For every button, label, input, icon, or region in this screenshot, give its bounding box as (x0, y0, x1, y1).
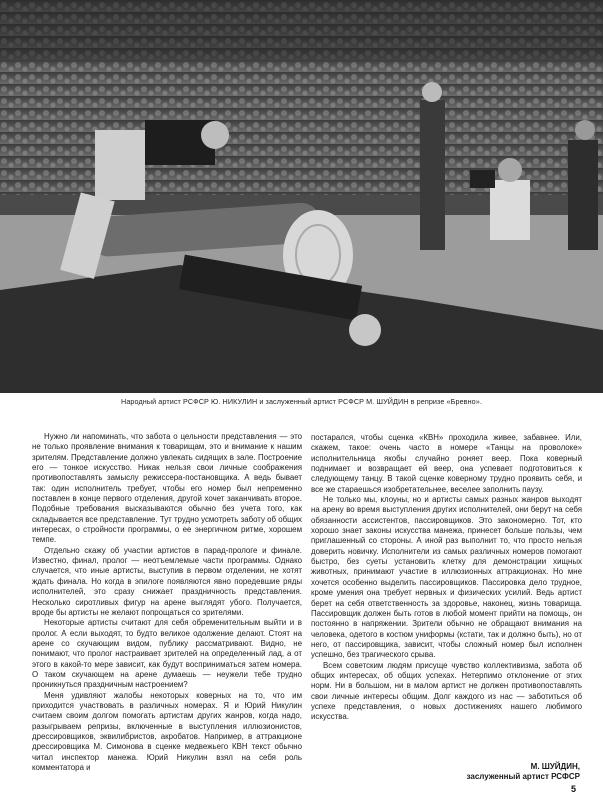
paragraph: Нужно ли напоминать, что забота о цельности представления — это не только проявление внимания к товарищам, это и внимание к нашим зрителям. Представление должно увлекать сидящих в зале. Построение его — тонкое искусство. Никак нельзя свои личные соображения противопоставлять замыслу режиссера-постановщика. А ведь бывает так: один исполнитель требует, чтобы его номер был непременно поставлен в конце первого отделения, другой хочет заканчивать второе. Подобные требования высказываются обычно без учета того, как складывается все представление. Тут трудно усмотреть заботу об общих интересах, о стройности программы, о ее энергичном ритме, хорошем темпе. (32, 432, 303, 545)
paragraph: Всем советским людям присуще чувство коллективизма, забота об общих интересах, об общих успехах. Нетерпимо отклонение от этих норм. Ни в большом, ни в малом артист не должен противопоставлять свои личные интересы общим. Долг каждого из нас — заботиться об успехе представления, о новых достижениях нашего любимого искусства. (311, 660, 582, 722)
article-right-column (311, 433, 582, 723)
circus-photo (0, 0, 603, 393)
paragraph: Меня удивляют жалобы некоторых коверных на то, что им приходится участвовать в различных номерах. Я и Юрий Никулин считаем своим долгом помогать артистам других жанров, когда надо, разыгрываем репризы, включенные в выступления иллюзионистов, дрессировщиков, эквилибристов, акробатов. Например, в аттракционе дрессировщика М. Симонова в сценке медвежьего КВН текст обычно читал инспектор манежа. Юрий Никулин взял на себя роль комментатора и (32, 690, 302, 772)
author-title: заслуженный артист РСФСР (466, 772, 580, 781)
page-number: 5 (571, 784, 577, 794)
author-name: М. ШУЙДИН, (530, 762, 580, 771)
paragraph: Отдельно скажу об участии артистов в парад-прологе и финале. Известно, финал, пролог — неотъемлемые части программы. Однако случается, что иные артисты, выступив в первом отделении, не хотят ждать финала. Но когда в эпилоге появляются явно поредевшие ряды исполнителей, это сразу снижает праздничность представления. Несколько сиротливых фигур на арене выглядят убого. Получается, вроде бы артисты не желают попрощаться со зрителями. (32, 545, 302, 617)
paragraph: постарался, чтобы сценка «КВН» проходила живее, забавнее. Или, скажем, такое: очень часто в номере «Танцы на проволоке» исполнительница якобы случайно роняет веер. Пока коверный поднимает и возвращает ей веер, она успевает подготовиться к следующему танцу. В такой сценке коверному трудно проявить себя, и все же стараешься изобретательнее, веселее заполнить паузу. (311, 433, 582, 494)
author-signature (420, 762, 580, 782)
article-left-column (32, 432, 302, 773)
paragraph: Не только мы, клоуны, но и артисты самых разных жанров выходят на арену во время выступления других исполнителей, они берут на себя обязанности ассистентов, пассировщиков. Это закономерно. Тот, кто хорошо знает законы искусства манежа, принесет больше пользы, чем приглашенный со стороны. А иной раз выполнит то, что просто нельзя доверить новичку. Исполнители из самых различных номеров помогают быстро, без суеты установить клетку для демонстрации хищных животных, принимают участие в иллюзионных аттракционах. Но мне хочется особенно выделить пассировщиков. Пассировка дело трудное, кроме умения она требует нервных и физических усилий. Ведь артист берет на себя ответственность за здоровье, наконец, жизнь товарища. Пассировщик должен быть готов в любой момент прийти на помощь, он постоянно в напряжении. Зрители обычно не обращают внимания на человека, одетого в костюм униформы (кстати, так и должно быть), но от него, от пассировщика, зависит, чтобы сложный номер был исполнен успешно, без трагического срыва. (311, 495, 582, 660)
paragraph: Некоторые артисты считают для себя обременительным выйти и в пролог. А если выходят, то будто великое одолжение делают. Стоят на арене со скучающим видом, публику рассматривают. Видно, не понимают, что пролог настраивает зрителей на определенный лад, а от этого в какой-то мере зависит, как будут восприниматься затем номера. О таком скучающем на арене думаешь — неужели тебе трудно проникнуться праздничным настроением? (32, 618, 302, 690)
photo-caption: Народный артист РСФСР Ю. НИКУЛИН и заслуженный артист РСФСР М. ШУЙДИН в репризе «Бревно». (121, 397, 482, 406)
